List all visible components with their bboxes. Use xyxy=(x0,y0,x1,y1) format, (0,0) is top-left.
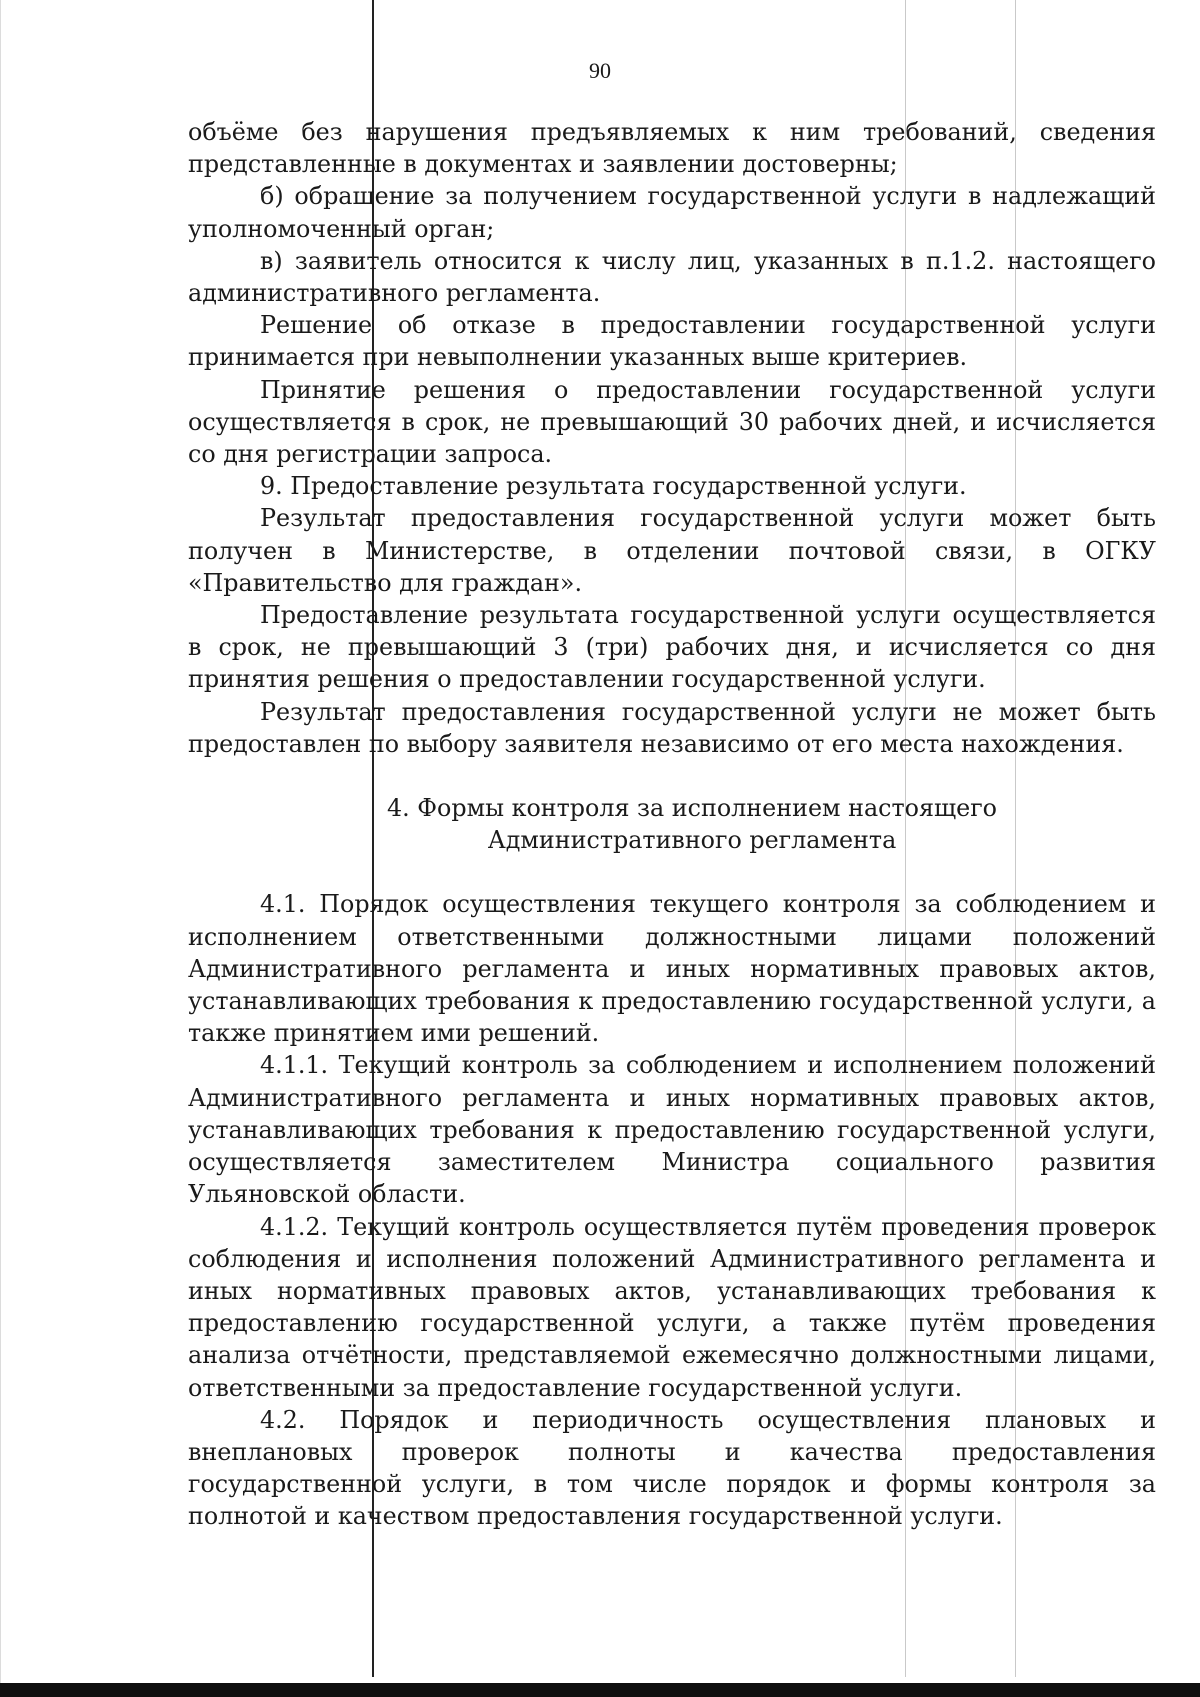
page-number: 90 xyxy=(589,58,611,83)
paragraph: в) заявитель относится к числу лиц, указанных в п.1.2. настоящего административного регламента. xyxy=(188,246,1156,308)
paragraph: 4.1.1. Текущий контроль за соблюдением и исполнением положений Административного регламента и иных нормативных правовых актов, устанавливающих требования к предоставлению государственной услуги, осуществляется заместителем Министра социального развития Ульяновской области. xyxy=(188,1051,1156,1209)
scan-edge xyxy=(0,0,1,1697)
paragraph: б) обращение за получением государственной услуги в надлежащий уполномоченный орган; xyxy=(188,182,1156,243)
paragraph: 4.1.2. Текущий контроль осуществляется путём проведения проверок соблюдения и исполнения положений Административного регламента и иных нормативных правовых актов, устанавливающих требования к предоставлению государственной услуги, а также путём проведения анализа отчётности, представляемой ежемесячно должностными лицами, ответственными за предоставление государственной услуги. xyxy=(188,1212,1156,1402)
paragraph: 4.1. Порядок осуществления текущего контроля за соблюдением и исполнением ответственными должностными лицами положений Административного регламента и иных нормативных правовых актов, устанавливающих требования к предоставлению государственной услуги, а также принятием ими решений. xyxy=(188,890,1156,1048)
section-heading-line: Административного регламента xyxy=(487,826,897,855)
paragraph: 4.2. Порядок и периодичность осуществления плановых и внеплановых проверок полноты и качества предоставления государственной услуги, в том числе порядок и формы контроля за полнотой и качеством предоставления государственной услуги. xyxy=(188,1405,1156,1531)
body-text xyxy=(188,116,1156,1533)
paragraph: Принятие решения о предоставлении государственной услуги осуществляется в срок, не превышающий 30 рабочих дней, и исчисляется со дня регистрации запроса. xyxy=(188,375,1156,469)
paragraph: объёме без нарушения предъявляемых к ним требований, сведения представленные в документах и заявлении достоверны; xyxy=(188,118,1156,179)
paragraph: Предоставление результата государственной услуги осуществляется в срок, не превышающий 3 (три) рабочих дня, и исчисляется со дня принятия решения о предоставлении государственной услуги. xyxy=(188,601,1156,694)
section-heading-line: 4. Формы контроля за исполнением настоящего xyxy=(386,794,997,823)
paragraph: 9. Предоставление результата государственной услуги. xyxy=(260,472,967,501)
paragraph: Результат предоставления государственной услуги может быть получен в Министерстве, в отделении почтовой связи, в ОГКУ «Правительство для граждан». xyxy=(188,504,1156,597)
paragraph: Результат предоставления государственной услуги не может быть предоставлен по выбору заявителя независимо от его места нахождения. xyxy=(188,697,1156,758)
paragraph: Решение об отказе в предоставлении государственной услуги принимается при невыполнении указанных выше критериев. xyxy=(188,311,1156,372)
scan-bottom-border xyxy=(0,1683,1200,1697)
